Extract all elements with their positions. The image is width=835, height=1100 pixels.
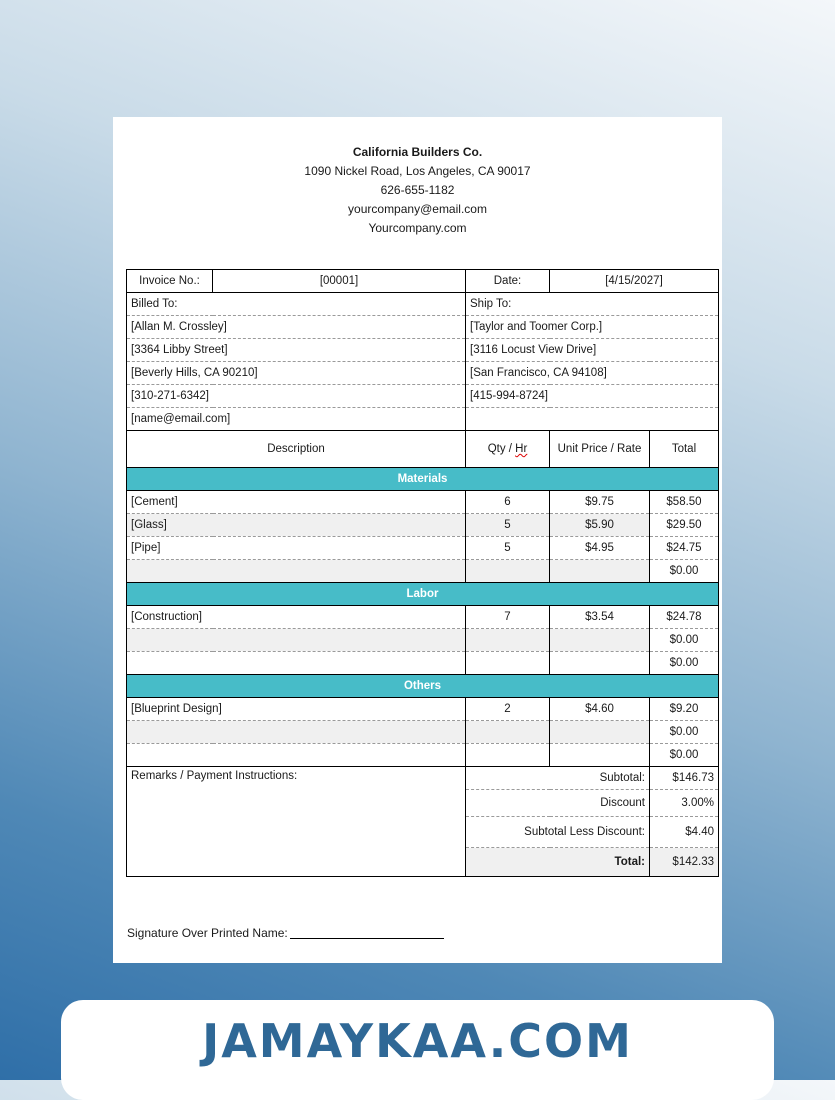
address-row: [127, 293, 719, 316]
line-item-row: [127, 721, 719, 744]
discount-value: 3.00%: [650, 790, 719, 817]
item-total: $0.00: [650, 560, 719, 583]
line-item-row: [127, 698, 719, 721]
item-description: [127, 652, 466, 675]
invoice-table: [126, 269, 719, 877]
company-email: yourcompany@email.com: [348, 202, 487, 216]
invoice-no-value: [00001]: [213, 270, 466, 293]
item-description: [Construction]: [127, 606, 466, 629]
item-qty: 5: [466, 537, 550, 560]
site-banner: [61, 1000, 774, 1100]
ship-to-line: [Taylor and Toomer Corp.]: [466, 316, 719, 339]
address-row: [127, 385, 719, 408]
item-total: $0.00: [650, 629, 719, 652]
invoice-sheet: [113, 117, 722, 963]
line-item-row: [127, 744, 719, 767]
item-unit-price: $3.54: [550, 606, 650, 629]
company-header: [113, 143, 722, 238]
address-row: [127, 316, 719, 339]
address-row: [127, 408, 719, 431]
total-value: $142.33: [650, 848, 719, 877]
item-unit-price: [550, 744, 650, 767]
item-qty: 5: [466, 514, 550, 537]
item-description: [127, 560, 466, 583]
company-address: 1090 Nickel Road, Los Angeles, CA 90017: [304, 164, 531, 178]
address-row: [127, 339, 719, 362]
less-discount-value: $4.40: [650, 817, 719, 848]
item-unit-price: [550, 560, 650, 583]
item-description: [127, 744, 466, 767]
item-qty: [466, 721, 550, 744]
ship-to-line: [415-994-8724]: [466, 385, 719, 408]
line-item-row: [127, 606, 719, 629]
item-unit-price: $5.90: [550, 514, 650, 537]
company-phone: 626-655-1182: [380, 183, 455, 197]
ship-to-label: Ship To:: [466, 293, 719, 316]
total-label: Total:: [466, 848, 650, 877]
billed-to-line: [name@email.com]: [127, 408, 466, 431]
item-total: $9.20: [650, 698, 719, 721]
less-discount-label: Subtotal Less Discount:: [466, 817, 650, 848]
line-item-row: [127, 652, 719, 675]
line-item-row: [127, 491, 719, 514]
item-total: $0.00: [650, 744, 719, 767]
item-description: [127, 721, 466, 744]
billed-to-line: [310-271-6342]: [127, 385, 466, 408]
billed-to-label: Billed To:: [127, 293, 466, 316]
column-header-row: [127, 431, 719, 468]
item-total: $24.75: [650, 537, 719, 560]
item-qty: 6: [466, 491, 550, 514]
item-unit-price: [550, 629, 650, 652]
discount-label: Discount: [466, 790, 650, 817]
qty-header-suffix: Hr: [515, 443, 528, 455]
line-item-row: [127, 560, 719, 583]
billed-to-line: [Beverly Hills, CA 90210]: [127, 362, 466, 385]
site-logo-text: JAMAYKAA.COM: [202, 1014, 633, 1068]
item-description: [Pipe]: [127, 537, 466, 560]
unit-price-header: Unit Price / Rate: [550, 431, 650, 468]
line-item-row: [127, 629, 719, 652]
section-title: Materials: [127, 468, 719, 491]
section-header-row: [127, 675, 719, 698]
item-unit-price: [550, 652, 650, 675]
item-unit-price: $4.95: [550, 537, 650, 560]
subtotal-label: Subtotal:: [466, 767, 650, 790]
company-website: Yourcompany.com: [368, 221, 467, 235]
item-description: [Cement]: [127, 491, 466, 514]
item-qty: [466, 744, 550, 767]
item-description: [Blueprint Design]: [127, 698, 466, 721]
address-row: [127, 362, 719, 385]
item-qty: [466, 629, 550, 652]
item-total: $29.50: [650, 514, 719, 537]
ship-to-line: [3116 Locust View Drive]: [466, 339, 719, 362]
item-qty: [466, 560, 550, 583]
subtotal-row: [127, 767, 719, 790]
qty-header: [466, 431, 550, 468]
invoice-no-label: Invoice No.:: [127, 270, 213, 293]
line-item-row: [127, 537, 719, 560]
item-qty: 7: [466, 606, 550, 629]
date-label: Date:: [466, 270, 550, 293]
section-header-row: [127, 583, 719, 606]
item-unit-price: [550, 721, 650, 744]
section-header-row: [127, 468, 719, 491]
signature-line: [127, 926, 444, 940]
ship-to-line-empty: [466, 408, 719, 431]
description-header: Description: [127, 431, 466, 468]
ship-to-line: [San Francisco, CA 94108]: [466, 362, 719, 385]
billed-to-line: [Allan M. Crossley]: [127, 316, 466, 339]
item-total: $0.00: [650, 652, 719, 675]
remarks-label: Remarks / Payment Instructions:: [131, 770, 298, 782]
total-header: Total: [650, 431, 719, 468]
qty-header-prefix: Qty /: [487, 443, 516, 455]
invoice-info-row: [127, 270, 719, 293]
item-qty: 2: [466, 698, 550, 721]
item-description: [127, 629, 466, 652]
item-total: $24.78: [650, 606, 719, 629]
signature-label: Signature Over Printed Name:: [127, 926, 288, 940]
date-value: [4/15/2027]: [550, 270, 719, 293]
subtotal-value: $146.73: [650, 767, 719, 790]
signature-blank: [290, 938, 444, 939]
remarks-box: [127, 767, 466, 877]
item-unit-price: $9.75: [550, 491, 650, 514]
section-title: Others: [127, 675, 719, 698]
item-total: $58.50: [650, 491, 719, 514]
line-item-row: [127, 514, 719, 537]
company-name: California Builders Co.: [352, 145, 483, 159]
item-description: [Glass]: [127, 514, 466, 537]
billed-to-line: [3364 Libby Street]: [127, 339, 466, 362]
item-unit-price: $4.60: [550, 698, 650, 721]
item-qty: [466, 652, 550, 675]
item-total: $0.00: [650, 721, 719, 744]
section-title: Labor: [127, 583, 719, 606]
